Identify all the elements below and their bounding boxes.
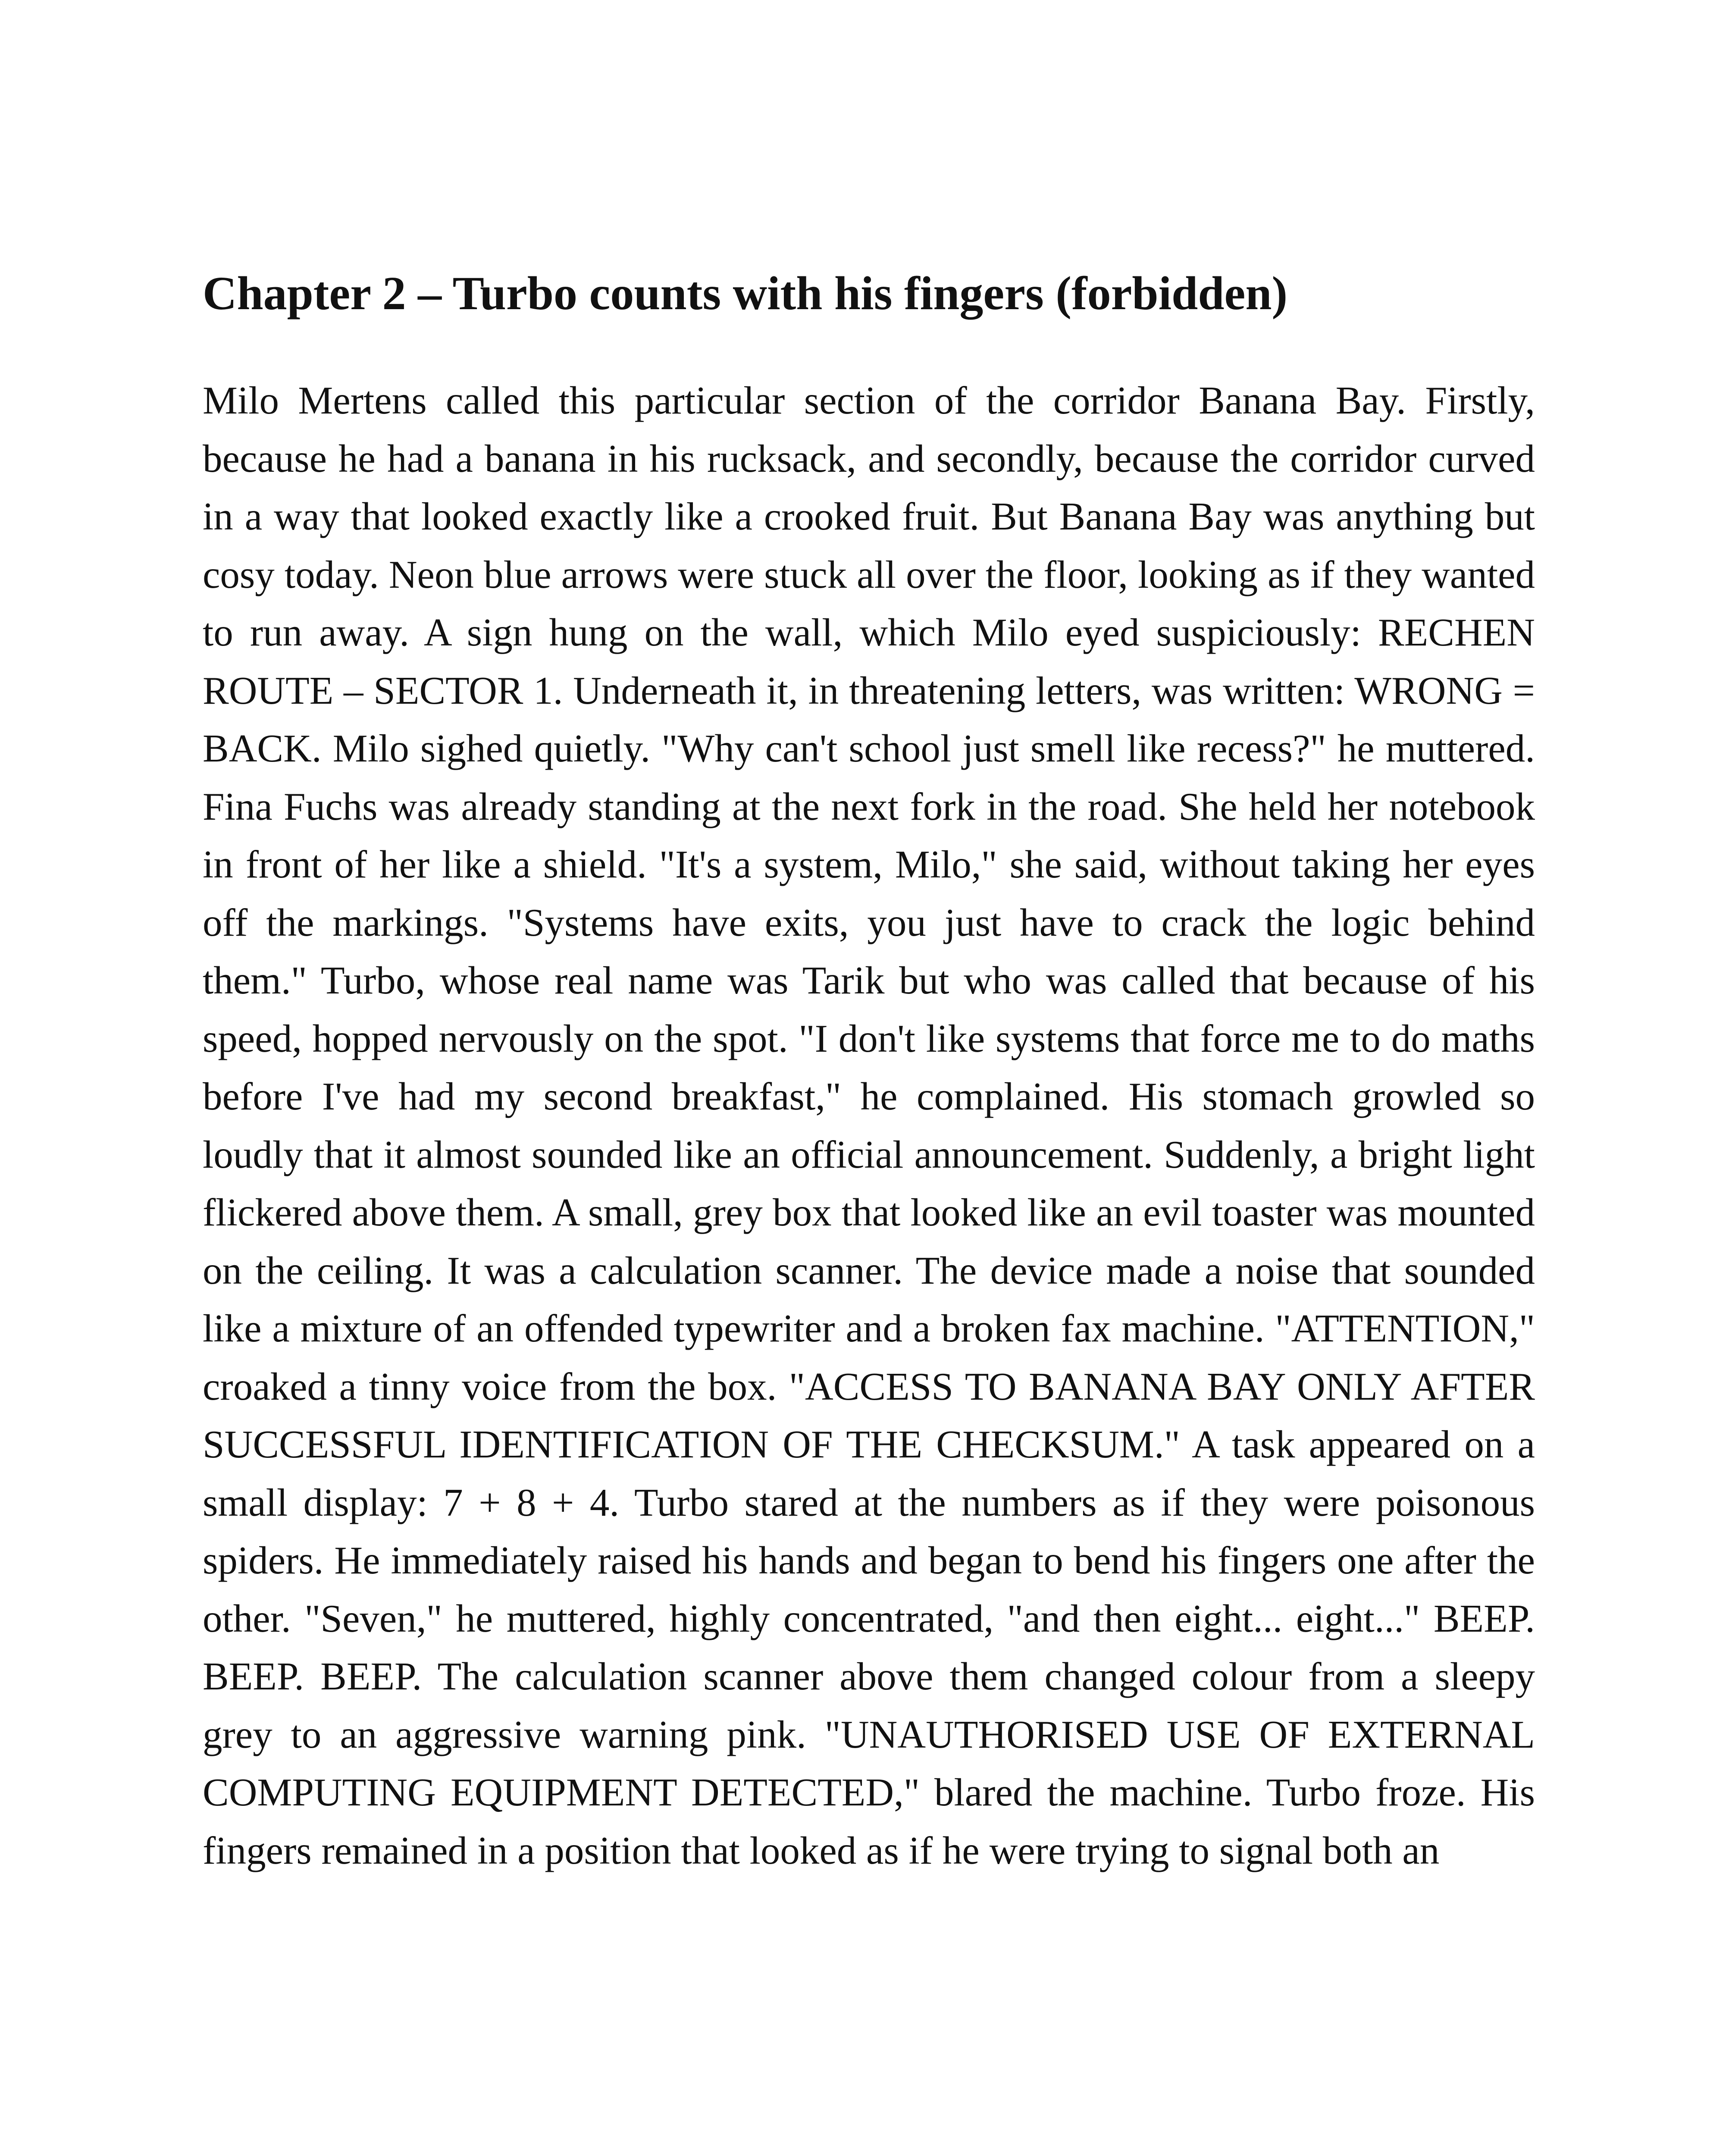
body-paragraph: Milo Mertens called this particular section of the corridor Banana Bay. Firstly, because he had a banana in his rucksack, and secondly, because the corridor curved in a way that looked exactly like a crooked fruit. But Banana Bay was anything but cosy today. Neon blue arrows were stuck all over the floor, looking as if they wanted to run away. A sign hung on the wall, which Milo eyed suspiciously: RECHEN ROUTE – SECTOR 1. Underneath it, in threatening letters, was written: WRONG = BACK. Milo sighed quietly. "Why can't school just smell like recess?" he muttered. Fina Fuchs was already standing at the next fork in the road. She held her notebook in front of her like a shield. "It's a system, Milo," she said, without taking her eyes off the markings. "Systems have exits, you just have to crack the logic behind them." Turbo, whose real name was Tarik but who was called that because of his speed, hopped nervously on the spot. "I don't like systems that force me to do maths before I've had my second breakfast," he complained. His stomach growled so loudly that it almost sounded like an official announcement. Suddenly, a bright light flickered above them. A small, grey box that looked like an evil toaster was mounted on the ceiling. It was a calculation scanner. The device made a noise that sounded like a mixture of an offended typewriter and a broken fax machine. "ATTENTION," croaked a tinny voice from the box. "ACCESS TO BANANA BAY ONLY AFTER SUCCESSFUL IDENTIFICATION OF THE CHECKSUM." A task appeared on a small display: 7 + 8 + 4. Turbo stared at the numbers as if they were poisonous spiders. He immediately raised his hands and began to bend his fingers one after the other. "Seven," he muttered, highly concentrated, "and then eight... eight..." BEEP. BEEP. BEEP. The calculation scanner above them changed colour from a sleepy grey to an aggressive warning pink. "UNAUTHORISED USE OF EXTERNAL COMPUTING EQUIPMENT DETECTED," blared the machine. Turbo froze. His fingers remained in a position that looked as if he were trying to signal both an [203, 379, 1535, 1872]
chapter-title: Chapter 2 – Turbo counts with his fingers (forbidden) [203, 267, 1288, 320]
page-content [203, 263, 1535, 1880]
